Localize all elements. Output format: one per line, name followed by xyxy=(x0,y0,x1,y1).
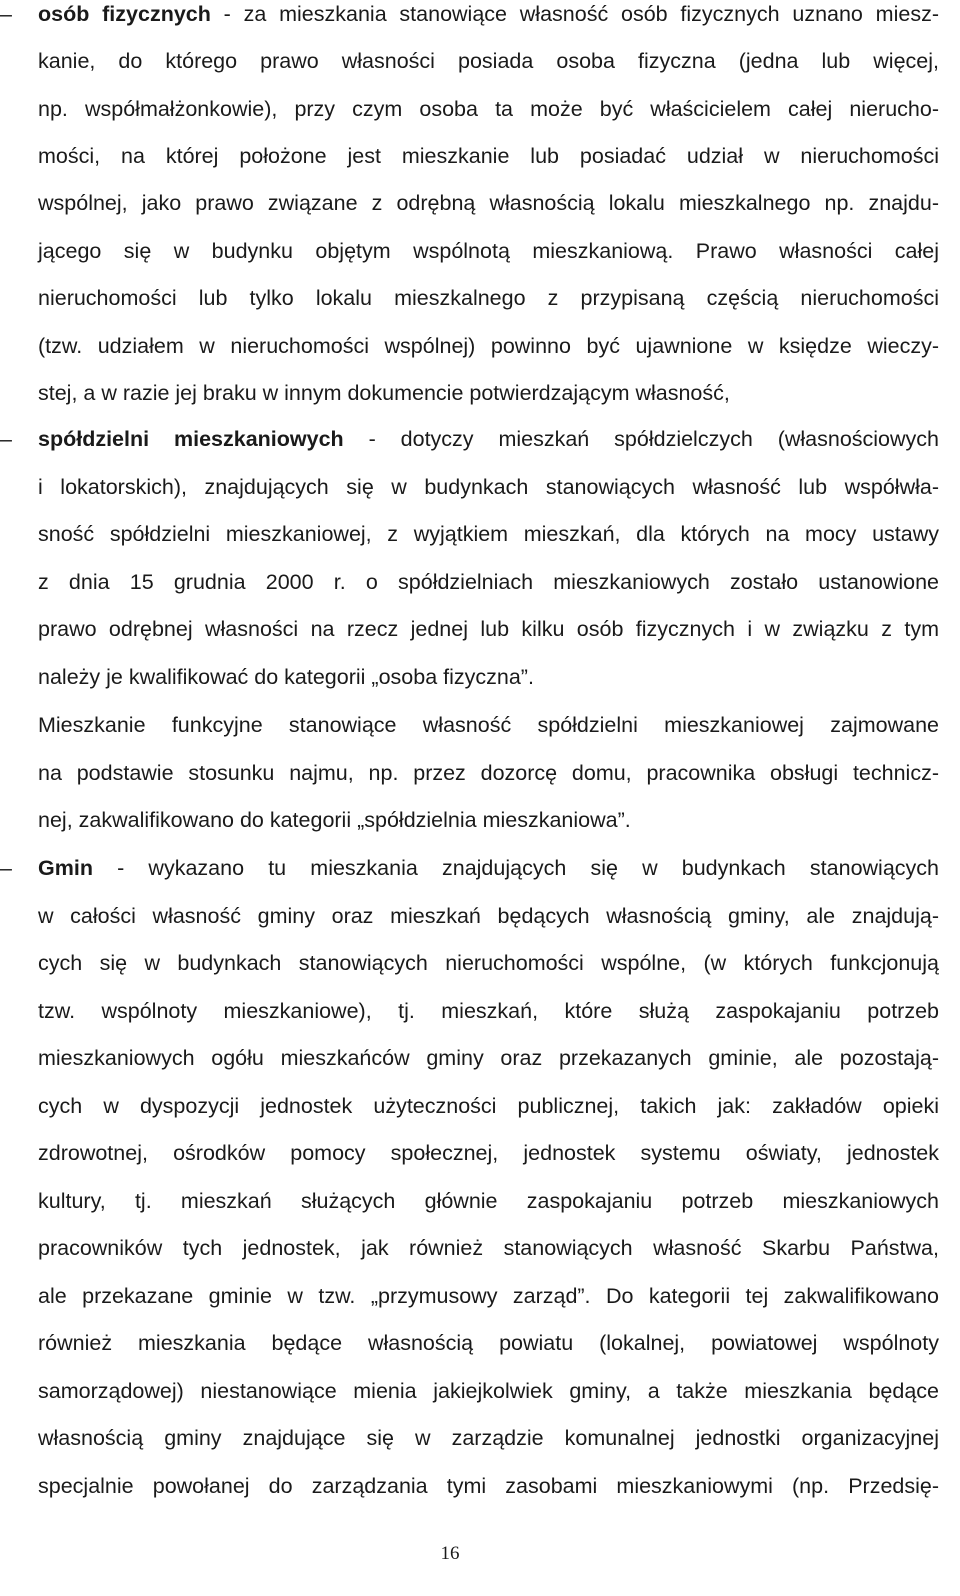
line-text: mości, na której położone jest mieszkanie lub posiadać udział w nieruchomości xyxy=(38,144,939,168)
text-line xyxy=(38,472,939,502)
text-line xyxy=(38,948,939,978)
text-line xyxy=(38,758,939,788)
bullet-dash: – xyxy=(0,856,12,880)
line-text: na podstawie stosunku najmu, np. przez dozorcę domu, pracownika obsługi technicz- xyxy=(38,761,939,785)
line-text: mieszkaniowych ogółu mieszkańców gminy oraz przekazanych gminie, ale pozostają- xyxy=(38,1046,939,1070)
line-text: nej, zakwalifikowano do kategorii „spółdzielnia mieszkaniowa”. xyxy=(38,808,631,832)
line-text: nieruchomości lub tylko lokalu mieszkalnego z przypisaną częścią nieruchomości xyxy=(38,286,939,310)
line-text: (tzw. udziałem w nieruchomości wspólnej) powinno być ujawnione w księdze wieczy- xyxy=(38,334,939,358)
line-text: i lokatorskich), znajdujących się w budynkach stanowiących własność lub współwła- xyxy=(38,475,939,499)
text-line xyxy=(38,283,939,313)
line-text: Mieszkanie funkcyjne stanowiące własność spółdzielni mieszkaniowej zajmowane xyxy=(38,713,939,737)
line-text: jącego się w budynku objętym wspólnotą mieszkaniową. Prawo własności całej xyxy=(38,239,939,263)
text-line xyxy=(38,1281,939,1311)
text-line xyxy=(38,0,939,29)
text-line xyxy=(38,614,939,644)
text-line xyxy=(38,1233,939,1263)
bullet-term: spółdzielni mieszkaniowych xyxy=(38,427,344,451)
bullet-term: osób fizycznych xyxy=(38,2,211,26)
line-text: kultury, tj. mieszkań służących głównie zaspokajaniu potrzeb mieszkaniowych xyxy=(38,1189,939,1213)
line-text: specjalnie powołanej do zarządzania tymi zasobami mieszkaniowymi (np. Przedsię- xyxy=(38,1474,939,1498)
line-text: - za mieszkania stanowiące własność osób fizycznych uznano miesz- xyxy=(210,2,939,26)
line-text: samorządowej) niestanowiące mienia jakiejkolwiek gminy, a także mieszkania będące xyxy=(38,1379,939,1403)
text-line xyxy=(38,710,939,740)
bullet-dash: – xyxy=(0,427,12,451)
text-line xyxy=(38,853,939,883)
line-text: pracowników tych jednostek, jak również stanowiących własność Skarbu Państwa, xyxy=(38,1236,939,1260)
line-text: tzw. wspólnoty mieszkaniowe), tj. mieszkań, które służą zaspokajaniu potrzeb xyxy=(38,999,939,1023)
line-text: należy je kwalifikować do kategorii „osoba fizyczna”. xyxy=(38,665,534,689)
text-line xyxy=(38,662,939,692)
text-line xyxy=(38,94,939,124)
line-text: ale przekazane gminie w tzw. „przymusowy zarząd”. Do kategorii tej zakwalifikowano xyxy=(38,1284,939,1308)
line-text: w całości własność gminy oraz mieszkań będących własnością gminy, ale znajdują- xyxy=(38,904,939,928)
text-line xyxy=(38,1091,939,1121)
text-line xyxy=(38,901,939,931)
bullet-term: Gmin xyxy=(38,856,93,880)
text-line xyxy=(38,1043,939,1073)
text-line xyxy=(38,1376,939,1406)
line-text: np. współmałżonkowie), przy czym osoba ta może być właścicielem całej nierucho- xyxy=(38,97,939,121)
text-line xyxy=(38,46,939,76)
text-line xyxy=(38,141,939,171)
line-text: własnością gminy znajdujące się w zarządzie komunalnej jednostki organizacyjnej xyxy=(38,1426,939,1450)
text-line xyxy=(38,1186,939,1216)
line-text: cych się w budynkach stanowiących nieruchomości wspólne, (w których funkcjonują xyxy=(38,951,939,975)
line-text: również mieszkania będące własnością powiatu (lokalnej, powiatowej wspólnoty xyxy=(38,1331,939,1355)
line-text: - wykazano tu mieszkania znajdujących się w budynkach stanowiących xyxy=(92,856,939,880)
text-line xyxy=(38,567,939,597)
text-line xyxy=(38,188,939,218)
text-line xyxy=(38,1471,939,1501)
page-number: 16 xyxy=(440,1543,460,1564)
text-line xyxy=(38,424,939,454)
line-text: zdrowotnej, ośrodków pomocy społecznej, jednostek systemu oświaty, jednostek xyxy=(38,1141,939,1165)
text-line xyxy=(38,1138,939,1168)
text-line xyxy=(38,1328,939,1358)
text-line xyxy=(38,519,939,549)
text-line xyxy=(38,996,939,1026)
line-text: z dnia 15 grudnia 2000 r. o spółdzielniach mieszkaniowych zostało ustanowione xyxy=(38,570,939,594)
bullet-dash: – xyxy=(0,2,12,26)
line-text: wspólnej, jako prawo związane z odrębną własnością lokalu mieszkalnego np. znajdu- xyxy=(38,191,939,215)
line-text: prawo odrębnej własności na rzecz jednej lub kilku osób fizycznych i w związku z tym xyxy=(38,617,939,641)
line-text: stej, a w razie jej braku w innym dokumencie potwierdzającym własność, xyxy=(38,381,730,405)
text-line xyxy=(38,236,939,266)
text-line xyxy=(38,378,939,408)
text-line xyxy=(38,805,939,835)
text-line xyxy=(38,331,939,361)
line-text: kanie, do którego prawo własności posiada osoba fizyczna (jedna lub więcej, xyxy=(38,49,939,73)
line-text: cych w dyspozycji jednostek użyteczności publicznej, takich jak: zakładów opieki xyxy=(38,1094,939,1118)
line-text: sność spółdzielni mieszkaniowej, z wyjątkiem mieszkań, dla których na mocy ustawy xyxy=(38,522,939,546)
line-text: - dotyczy mieszkań spółdzielczych (własnościowych xyxy=(343,427,939,451)
text-line xyxy=(38,1423,939,1453)
